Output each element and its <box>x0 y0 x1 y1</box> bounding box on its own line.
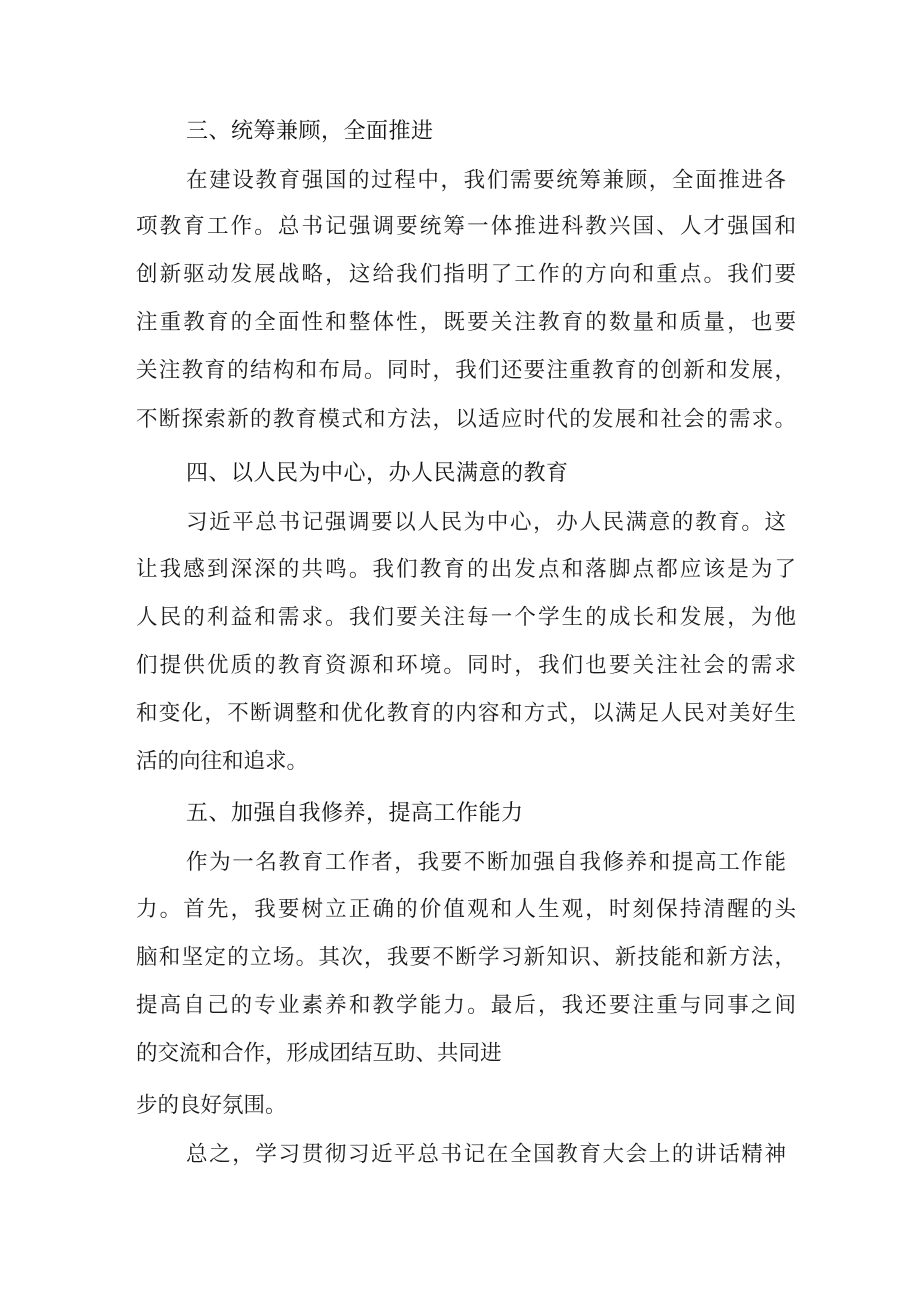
paragraph-line: 和变化，不断调整和优化教育的内容和方式，以满足人民对美好生 <box>136 701 796 726</box>
section-heading-5: 五、加强自我修养，提高工作能力 <box>186 801 524 826</box>
section-heading-4: 四、以人民为中心，办人民满意的教育 <box>186 461 569 486</box>
paragraph-line: 让我感到深深的共鸣。我们教育的出发点和落脚点都应该是为了 <box>136 557 796 582</box>
paragraph-line: 注重教育的全面性和整体性，既要关注教育的数量和质量，也要 <box>136 310 796 335</box>
paragraph-line: 项教育工作。总书记强调要统筹一体推进科教兴国、人才强国和 <box>136 214 796 239</box>
paragraph-line: 脑和坚定的立场。其次，我要不断学习新知识、新技能和新方法， <box>136 945 796 970</box>
paragraph-line: 作为一名教育工作者，我要不断加强自我修养和提高工作能 <box>186 850 786 875</box>
paragraph-line: 力。首先，我要树立正确的价值观和人生观，时刻保持清醒的头 <box>136 897 796 922</box>
paragraph-line: 活的向往和追求。 <box>136 749 309 774</box>
paragraph-line: 的交流和合作，形成团结互助、共同进 <box>136 1041 502 1066</box>
paragraph-line: 不断探索新的教育模式和方法，以适应时代的发展和社会的需求。 <box>136 407 796 432</box>
paragraph-line: 关注教育的结构和布局。同时，我们还要注重教育的创新和发展， <box>136 358 796 383</box>
paragraph-line: 人民的利益和需求。我们要关注每一个学生的成长和发展，为他 <box>136 605 796 630</box>
paragraph-line: 创新驱动发展战略，这给我们指明了工作的方向和重点。我们要 <box>136 262 796 287</box>
section-heading-3: 三、统筹兼顾，全面推进 <box>186 119 434 144</box>
paragraph-line: 在建设教育强国的过程中，我们需要统筹兼顾，全面推进各 <box>186 168 786 193</box>
paragraph-line: 提高自己的专业素养和教学能力。最后，我还要注重与同事之间 <box>136 993 796 1018</box>
paragraph-line: 们提供优质的教育资源和环境。同时，我们也要关注社会的需求 <box>136 653 796 678</box>
paragraph-line: 步的良好氛围。 <box>136 1093 287 1118</box>
paragraph-line: 习近平总书记强调要以人民为中心，办人民满意的教育。这 <box>186 510 786 535</box>
closing-paragraph-line: 总之，学习贯彻习近平总书记在全国教育大会上的讲话精神 <box>186 1142 786 1167</box>
